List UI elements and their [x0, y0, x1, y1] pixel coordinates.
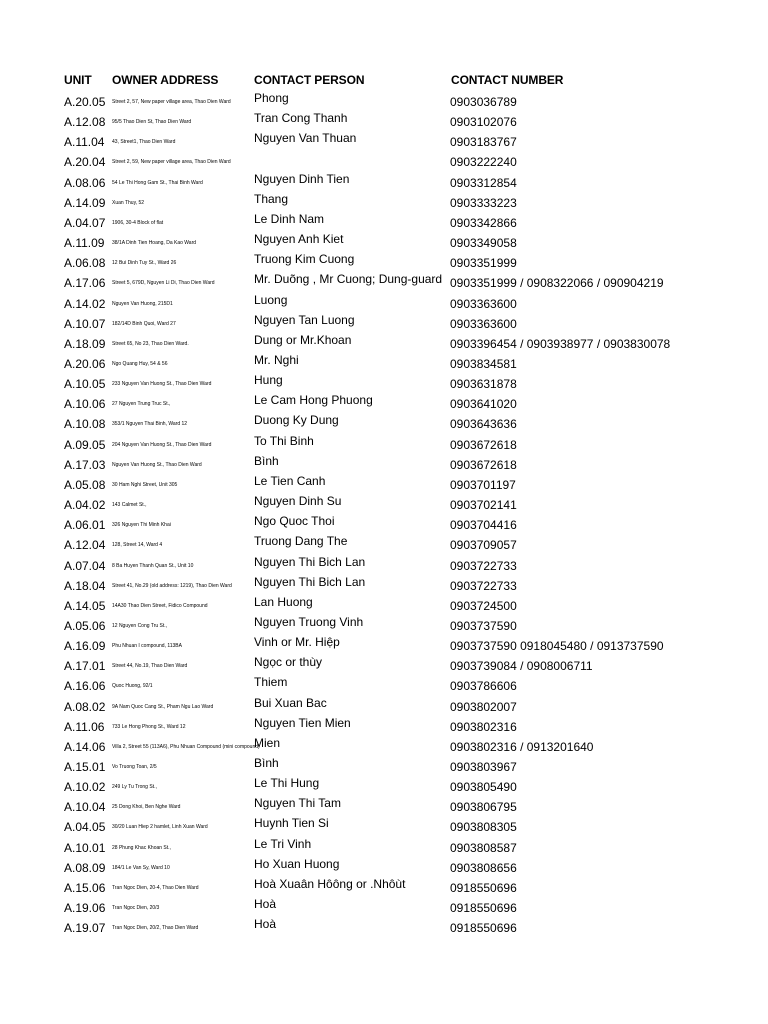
contact-number-cell: 0903802007	[450, 699, 517, 714]
table-row	[0, 917, 768, 937]
unit-cell: A.16.06	[64, 679, 106, 694]
owner-address-cell: 733 Le Hong Phong St., Ward 12	[112, 723, 186, 730]
owner-address-cell: 12 Bui Dinh Tuy St., Ward 26	[112, 260, 177, 267]
contact-number-cell: 0903672618	[450, 437, 517, 452]
table-row	[0, 232, 768, 252]
owner-address-cell: Street 2, 57, New paper village area, Thao Dien Ward	[112, 99, 231, 105]
contact-number-cell: 0903183767	[450, 135, 517, 150]
unit-cell: A.17.06	[64, 276, 106, 291]
unit-cell: A.08.09	[64, 860, 106, 875]
unit-cell: A.07.04	[64, 558, 106, 573]
owner-address-cell: 30 Ham Nghi Street, Unit 305	[112, 481, 178, 488]
contact-person-cell: Nguyen Thi Tam	[254, 796, 341, 811]
table-row	[0, 534, 768, 554]
contact-person-cell: Nguyen Dinh Su	[254, 494, 342, 508]
contact-number-cell: 0918550696	[450, 880, 517, 895]
owner-address-cell: 182/14D Binh Quoi, Ward 27	[112, 320, 176, 327]
table-row	[0, 272, 768, 292]
owner-address-cell: Nguyen Van Huong, 215D1	[112, 300, 173, 307]
table-row	[0, 796, 768, 816]
contact-number-cell: 0903363600	[450, 296, 517, 311]
contact-number-cell: 0903802316	[450, 719, 517, 734]
contact-number-cell: 0903672618	[450, 457, 517, 472]
table-row	[0, 615, 768, 635]
contact-person-cell: Bui Xuan Bac	[254, 695, 327, 710]
unit-cell: A.17.03	[64, 457, 106, 472]
contact-person-cell: Duong Ky Dung	[254, 413, 339, 428]
table-row	[0, 212, 768, 232]
contact-person-cell: Hoà	[254, 897, 277, 911]
owner-address-cell: Street 2, 59, New paper village area, Thao Dien Ward	[112, 159, 231, 166]
owner-address-cell: 12 Nguyen Cong Tru St.,	[112, 622, 168, 629]
owner-address-cell: Phu Nhuan I compound, 113BA	[112, 643, 182, 649]
owner-address-cell: Tran Ngoc Dien, 20/2, Thao Dien Ward	[112, 925, 199, 932]
contact-number-cell: 0903222240	[450, 155, 517, 170]
owner-address-cell: 184/1 Le Van Sy, Ward 10	[112, 864, 170, 871]
unit-cell: A.14.06	[64, 739, 106, 754]
owner-address-cell: 204 Nguyen Van Huong St., Thao Dien Ward	[112, 441, 212, 448]
owner-address-cell: 28 Phung Khac Khoan St.,	[112, 844, 171, 851]
table-row	[0, 736, 768, 756]
contact-number-cell: 0918550696	[450, 901, 517, 915]
table-row	[0, 474, 768, 494]
table-row	[0, 413, 768, 433]
table-row	[0, 837, 768, 857]
unit-cell: A.10.08	[64, 417, 106, 432]
contact-number-cell: 0903786606	[450, 679, 517, 694]
unit-cell: A.18.04	[64, 578, 106, 593]
contact-person-cell: Nguyen Tan Luong	[254, 312, 355, 327]
table-row	[0, 675, 768, 695]
table-row	[0, 151, 768, 171]
table-row	[0, 494, 768, 514]
table-row	[0, 816, 768, 836]
owner-address-cell: 30/20 Luan Hiep 2 hamlet, Linh Xuan Ward	[112, 824, 208, 831]
contact-person-cell: Nguyen Truong Vinh	[254, 614, 364, 629]
contact-number-cell: 0903808587	[450, 840, 517, 855]
table-row	[0, 696, 768, 716]
contact-person-cell: Luong	[254, 292, 288, 307]
owner-address-cell: Ngo Quang Huy, 54 & 56	[112, 360, 168, 367]
contact-person-cell: Nguyen Thi Bich Lan	[254, 554, 366, 569]
table-row	[0, 313, 768, 333]
contact-person-cell: To Thi Binh	[254, 433, 314, 448]
owner-address-cell: 233 Nguyen Van Huong St., Thao Dien Ward	[112, 381, 212, 388]
table-row	[0, 514, 768, 534]
contact-number-cell: 0903702141	[450, 498, 517, 512]
owner-address-cell: Tran Ngoc Dien, 20/3	[112, 905, 160, 911]
table-row	[0, 252, 768, 272]
owner-address-cell: Xuan Thuy, 52	[112, 199, 145, 206]
contact-person-cell: Bình	[254, 755, 279, 770]
contact-person-cell: Mr. Duõng , Mr Cuong; Dung-guard	[254, 272, 443, 287]
contact-number-cell: 0903333223	[450, 195, 517, 210]
unit-cell: A.10.02	[64, 780, 106, 795]
contact-person-cell: Le Thi Hung	[254, 776, 320, 791]
contact-number-cell: 0903351999 / 0908322066 / 090904219	[450, 276, 664, 291]
unit-cell: A.12.08	[64, 115, 106, 130]
contact-number-cell: 0903722733	[450, 578, 517, 593]
unit-cell: A.17.01	[64, 659, 106, 674]
unit-cell: A.18.09	[64, 336, 106, 351]
owner-address-cell: 54 Le Thi Hong Gam St., Thai Binh Ward	[112, 179, 203, 186]
unit-cell: A.12.04	[64, 538, 106, 553]
unit-cell: A.15.06	[64, 880, 106, 895]
contact-number-cell: 0903806795	[450, 800, 517, 815]
owner-address-cell: 9A Nam Quoc Cang St., Pham Ngu Lao Ward	[112, 703, 214, 710]
contact-person-cell: Mr. Nghi	[254, 352, 299, 367]
contact-number-cell: 0903349058	[450, 236, 517, 250]
contact-number-cell: 0903709057	[450, 538, 517, 553]
owner-address-cell: 27 Nguyen Trung Truc St.,	[112, 401, 171, 408]
unit-cell: A.06.08	[64, 256, 106, 271]
owner-address-cell: 43, Street1, Thao Dien Ward	[112, 139, 176, 146]
table-row	[0, 111, 768, 131]
owner-address-cell: 95/5 Thao Dien St, Thao Dien Ward	[112, 119, 192, 126]
unit-cell: A.10.06	[64, 397, 106, 412]
unit-cell: A.10.04	[64, 800, 106, 815]
contact-person-cell: Ngọc or thùy	[254, 655, 323, 670]
unit-cell: A.14.09	[64, 195, 106, 210]
owner-address-cell: 25 Dong Khoi, Ben Nghe Ward	[112, 804, 181, 811]
owner-address-cell: Street 5, 679D, Nguyen Li Di, Thao Dien Ward	[112, 280, 215, 287]
contact-number-cell: 0903036789	[450, 95, 517, 109]
owner-address-cell: 249 Ly Tu Trong St.,	[112, 784, 157, 791]
table-row	[0, 131, 768, 151]
contact-person-cell: Ngo Quoc Thoi	[254, 514, 335, 529]
owner-address-cell: 128, Street 14, Ward 4	[112, 542, 163, 549]
unit-cell: A.11.06	[64, 719, 105, 734]
contact-number-cell: 0903643636	[450, 417, 517, 432]
unit-cell: A.10.05	[64, 377, 106, 392]
table-row	[0, 454, 768, 474]
contact-person-cell: Tran Cong Thanh	[254, 111, 348, 126]
contact-person-cell: Le Tri Vinh	[254, 836, 312, 851]
table-row	[0, 192, 768, 212]
contact-number-cell: 0903342866	[450, 215, 517, 230]
header-contact-number: CONTACT NUMBER	[451, 73, 564, 87]
table-row	[0, 877, 768, 897]
unit-cell: A.20.05	[64, 95, 106, 109]
contact-person-cell: Phong	[254, 91, 289, 105]
contact-person-cell: Dung or Mr.Khoan	[254, 332, 352, 347]
table-row	[0, 897, 768, 917]
unit-cell: A.11.04	[64, 135, 105, 150]
contact-person-cell: Huynh Tien Si	[254, 816, 329, 831]
contact-person-cell: Nguyen Dinh Tien	[254, 171, 350, 186]
owner-address-cell: 1906, 30-4 Block of flat	[112, 219, 164, 226]
contact-person-cell: Le Dinh Nam	[254, 211, 325, 226]
contact-person-cell: Nguyen Van Thuan	[254, 131, 357, 146]
header-owner-address: OWNER ADDRESS	[112, 73, 219, 87]
contact-number-cell: 0903704416	[450, 518, 517, 533]
contact-number-cell: 0903737590 0918045480 / 0913737590	[450, 639, 664, 653]
contact-person-cell: Truong Dang The	[254, 534, 348, 549]
contact-number-cell: 0903808305	[450, 820, 517, 835]
unit-cell: A.20.04	[64, 155, 106, 170]
contact-number-cell: 0903641020	[450, 397, 517, 412]
unit-cell: A.09.05	[64, 437, 106, 452]
unit-cell: A.14.02	[64, 296, 106, 311]
owner-address-cell: Tran Ngoc Dien, 20-4, Thao Dien Ward	[112, 884, 199, 891]
unit-cell: A.20.06	[64, 356, 106, 371]
contact-person-cell: Lan Huong	[254, 594, 313, 609]
owner-address-cell: 38/1A Dinh Tien Hoang, Da Kao Ward	[112, 240, 197, 246]
owner-address-cell: Street 41, No.29 (old address: 1219), Thao Dien Ward	[112, 582, 232, 589]
contact-person-cell: Hung	[254, 373, 283, 388]
unit-cell: A.06.01	[64, 518, 106, 533]
contact-person-cell: Mien	[254, 735, 281, 750]
contact-person-cell: Thang	[254, 191, 289, 206]
unit-cell: A.19.06	[64, 901, 106, 915]
table-row	[0, 373, 768, 393]
contact-number-cell: 0903351999	[450, 256, 517, 271]
unit-cell: A.10.07	[64, 316, 106, 331]
header-contact-person: CONTACT PERSON	[254, 73, 365, 87]
unit-cell: A.19.07	[64, 921, 106, 936]
contact-person-cell: Le Tien Canh	[254, 473, 326, 488]
table-row	[0, 393, 768, 413]
contact-person-cell: Vinh or Mr. Hiệp	[254, 635, 340, 649]
table-row	[0, 635, 768, 655]
owner-address-cell: 14A30 Thao Dien Street, Fidico Compound	[112, 602, 208, 609]
table-row	[0, 575, 768, 595]
contact-number-cell: 0903802316 / 0913201640	[450, 739, 594, 754]
table-row	[0, 555, 768, 575]
owner-address-cell: 353/1 Nguyen Thai Binh, Ward 12	[112, 421, 188, 428]
owner-address-cell: 143 Calmet St.,	[112, 502, 147, 508]
table-row	[0, 716, 768, 736]
contact-person-cell: Le Cam Hong Phuong	[254, 393, 373, 408]
unit-cell: A.08.02	[64, 699, 106, 714]
unit-cell: A.16.09	[64, 639, 106, 653]
contact-number-cell: 0903805490	[450, 780, 517, 795]
contact-number-cell: 0903363600	[450, 316, 517, 331]
unit-cell: A.10.01	[64, 840, 106, 855]
contact-number-cell: 0903722733	[450, 558, 517, 573]
contact-number-cell: 0918550696	[450, 921, 517, 936]
contact-number-cell: 0903834581	[450, 356, 517, 371]
contact-number-cell: 0903396454 / 0903938977 / 0903830078	[450, 336, 671, 351]
table-row	[0, 756, 768, 776]
contact-number-cell: 0903737590	[450, 618, 517, 633]
contact-number-cell: 0903631878	[450, 377, 517, 392]
contact-person-cell: Nguyen Tien Mien	[254, 715, 351, 730]
unit-cell: A.15.01	[64, 759, 106, 774]
contact-person-cell: Thiem	[254, 675, 288, 690]
table-row	[0, 655, 768, 675]
contact-number-cell: 0903724500	[450, 598, 517, 613]
table-row	[0, 293, 768, 313]
unit-cell: A.04.07	[64, 215, 106, 230]
contact-person-cell: Hoà Xuaân Hôông or .Nhôùt	[254, 876, 406, 891]
table-row	[0, 353, 768, 373]
contact-person-cell: Nguyen Thi Bich Lan	[254, 574, 366, 589]
contact-person-cell: Nguyen Anh Kiet	[254, 232, 344, 246]
unit-cell: A.05.08	[64, 477, 106, 492]
table-row	[0, 434, 768, 454]
table-row	[0, 776, 768, 796]
table-row	[0, 857, 768, 877]
contact-number-cell: 0903808656	[450, 860, 517, 875]
unit-cell: A.05.06	[64, 618, 106, 633]
contact-person-cell: Bình	[254, 453, 279, 468]
unit-cell: A.04.02	[64, 498, 106, 512]
table-row	[0, 172, 768, 192]
table-row	[0, 91, 768, 111]
contact-person-cell: Ho Xuan Huong	[254, 856, 340, 871]
contact-number-cell: 0903739084 / 0908006711	[450, 659, 593, 674]
contact-person-cell: Truong Kim Cuong	[254, 252, 355, 267]
owner-address-cell: Villa 2, Street 55 (113A6), Phu Nhuan Compound (mini compound)	[112, 743, 260, 750]
contact-number-cell: 0903102076	[450, 115, 517, 130]
contact-person-cell: Hoà	[254, 917, 277, 932]
unit-cell: A.11.09	[64, 236, 105, 250]
owner-address-cell: Nguyen Van Huong St., Thao Dien Ward	[112, 461, 202, 468]
contact-number-cell: 0903312854	[450, 175, 517, 190]
table-row	[0, 595, 768, 615]
owner-address-cell: Street 44, No.19, Thao Dien Ward	[112, 663, 188, 670]
unit-cell: A.14.05	[64, 598, 106, 613]
table-row	[0, 333, 768, 353]
header-unit: UNIT	[64, 73, 92, 87]
owner-address-cell: 8 Ba Huyen Thanh Quan St., Unit 10	[112, 562, 194, 569]
owner-address-cell: Quoc Huong, 92/1	[112, 683, 153, 690]
contact-number-cell: 0903803967	[450, 759, 517, 774]
unit-cell: A.04.05	[64, 820, 106, 835]
unit-cell: A.08.06	[64, 175, 106, 190]
owner-address-cell: 326 Nguyen Thi Minh Khai	[112, 522, 171, 529]
contact-number-cell: 0903701197	[450, 477, 516, 492]
owner-address-cell: Street 65, No 23, Thao Dien Ward.	[112, 340, 189, 347]
owner-address-cell: Vo Truong Toan, 2/5	[112, 763, 157, 770]
